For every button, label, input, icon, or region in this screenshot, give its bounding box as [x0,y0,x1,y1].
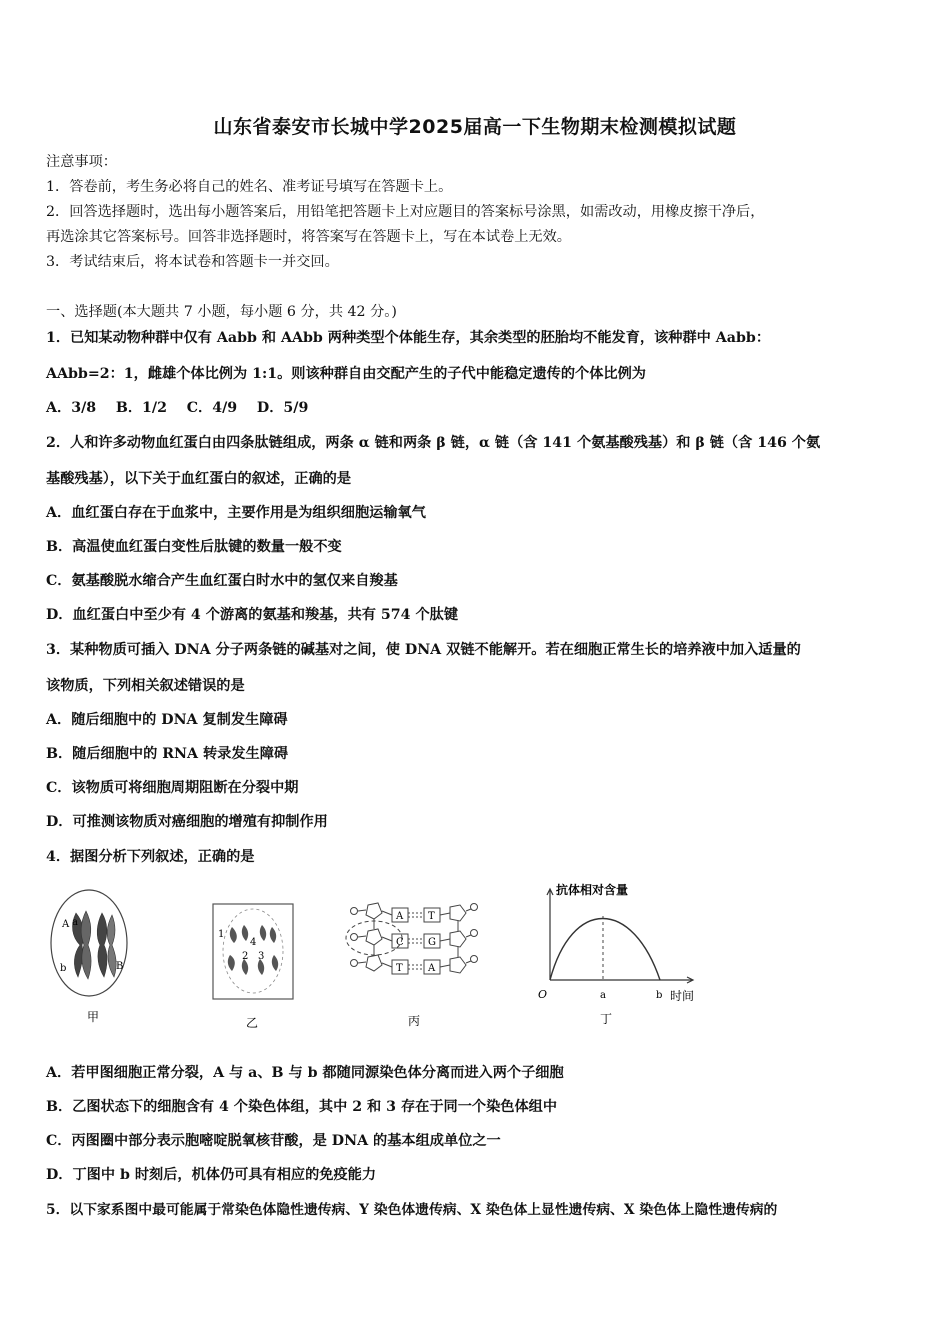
q4-option-d: D．丁图中 b 时刻后，机体仍可具有相应的免疫能力 [46,1167,377,1183]
q2-option-b: B．高温使血红蛋白变性后肽键的数量一般不变 [46,539,342,555]
label-3: 3 [258,951,265,962]
label-2: 2 [242,951,249,962]
q3-stem-line2: 该物质，下列相关叙述错误的是 [46,678,245,694]
figure-yi [210,897,300,1032]
label-a: a [72,917,78,928]
q3-option-c: C．该物质可将细胞周期阻断在分裂中期 [46,780,299,796]
base-A-right: A [428,963,436,974]
base-T: T [396,963,403,974]
base-A: A [396,911,404,922]
base-G: G [428,937,436,948]
figure-bing [340,893,490,1033]
q2-stem-line2: 基酸残基），以下关于血红蛋白的叙述，正确的是 [46,471,352,487]
caption-ding: 丁 [600,1012,613,1026]
notice-item-3: 3．考试结束后，将本试卷和答题卡一并交回。 [46,254,339,270]
tick-b: b [656,990,663,1001]
caption-yi: 乙 [246,1016,259,1030]
q2-option-a: A．血红蛋白存在于血浆中，主要作用是为组织细胞运输氧气 [46,505,426,521]
notice-heading: 注意事项： [46,154,117,170]
q1-options: A．3/8 B．1/2 C．4/9 D．5/9 [46,400,309,416]
base-C: C [396,937,404,948]
label-4: 4 [250,937,257,948]
x-axis-label: 时间 [670,989,695,1003]
q2-stem-line1: 2．人和许多动物血红蛋白由四条肽链组成，两条 α 链和两条 β 链，α 链（含 141 个氨基酸残基）和 β 链（含 146 个氨 [46,435,821,451]
label-A: A [62,919,70,930]
label-B: B [116,961,124,972]
q3-stem-line1: 3．某种物质可插入 DNA 分子两条链的碱基对之间，使 DNA 双链不能解开。若在细胞正常生长的培养液中加入适量的 [46,642,801,658]
section-heading: 一、选择题(本大题共 7 小题，每小题 6 分，共 42 分。) [46,304,397,320]
notice-item-2: 2．回答选择题时，选出每小题答案后，用铅笔把答题卡上对应题目的答案标号涂黑，如需改动，用橡皮擦干净后， [46,204,765,220]
q2-option-c: C．氨基酸脱水缩合产生血红蛋白时水中的氢仅来自羧基 [46,573,398,589]
q1-stem-line2: AAbb=2：1，雌雄个体比例为 1:1。则该种群自由交配产生的子代中能稳定遗传的个体比例为 [46,366,646,382]
q4-option-a: A．若甲图细胞正常分裂，A 与 a、B 与 b 都随同源染色体分离而进入两个子细胞 [46,1065,564,1081]
y-axis-label: 抗体相对含量 [556,883,629,897]
notice-item-2-cont: 再选涂其它答案标号。回答非选择题时，将答案写在答题卡上，写在本试卷上无效。 [46,229,571,245]
page-title: 山东省泰安市长城中学2025届高一下生物期末检测模拟试题 [213,116,737,138]
base-T-right: T [428,911,435,922]
tick-a: a [600,990,606,1001]
q4-stem: 4．据图分析下列叙述，正确的是 [46,849,255,865]
q4-option-b: B．乙图状态下的细胞含有 4 个染色体组，其中 2 和 3 存在于同一个染色体组中 [46,1099,558,1115]
origin-label: O [538,988,548,1001]
notice-item-1: 1．答卷前，考生务必将自己的姓名、准考证号填写在答题卡上。 [46,179,453,195]
q4-option-c: C．丙图圈中部分表示胞嘧啶脱氧核苷酸，是 DNA 的基本组成单位之一 [46,1133,501,1149]
q2-option-d: D．血红蛋白中至少有 4 个游离的氨基和羧基，共有 574 个肽键 [46,607,459,623]
q5-stem-line1: 5．以下家系图中最可能属于常染色体隐性遗传病、Y 染色体遗传病、X 染色体上显性遗传病、X 染色体上隐性遗传病的 [46,1202,778,1218]
label-b: b [60,963,67,974]
figure-jia [46,885,146,1030]
q3-option-b: B．随后细胞中的 RNA 转录发生障碍 [46,746,289,762]
chromosome-pair-icon [73,911,117,979]
label-1: 1 [218,929,225,940]
chromosome-icon [228,925,278,975]
cell-outline [213,904,293,999]
figure-ding [532,878,712,1028]
q1-stem-line1: 1．已知某动物种群中仅有 Aabb 和 AAbb 两种类型个体能生存，其余类型的胚胎均不能发育，该种群中 Aabb： [46,330,771,346]
caption-bing: 丙 [408,1014,421,1028]
q3-option-a: A．随后细胞中的 DNA 复制发生障碍 [46,712,288,728]
q3-option-d: D．可推测该物质对癌细胞的增殖有抑制作用 [46,814,328,830]
caption-jia: 甲 [87,1010,100,1024]
cell-membrane [51,890,127,996]
antibody-curve [550,919,660,981]
